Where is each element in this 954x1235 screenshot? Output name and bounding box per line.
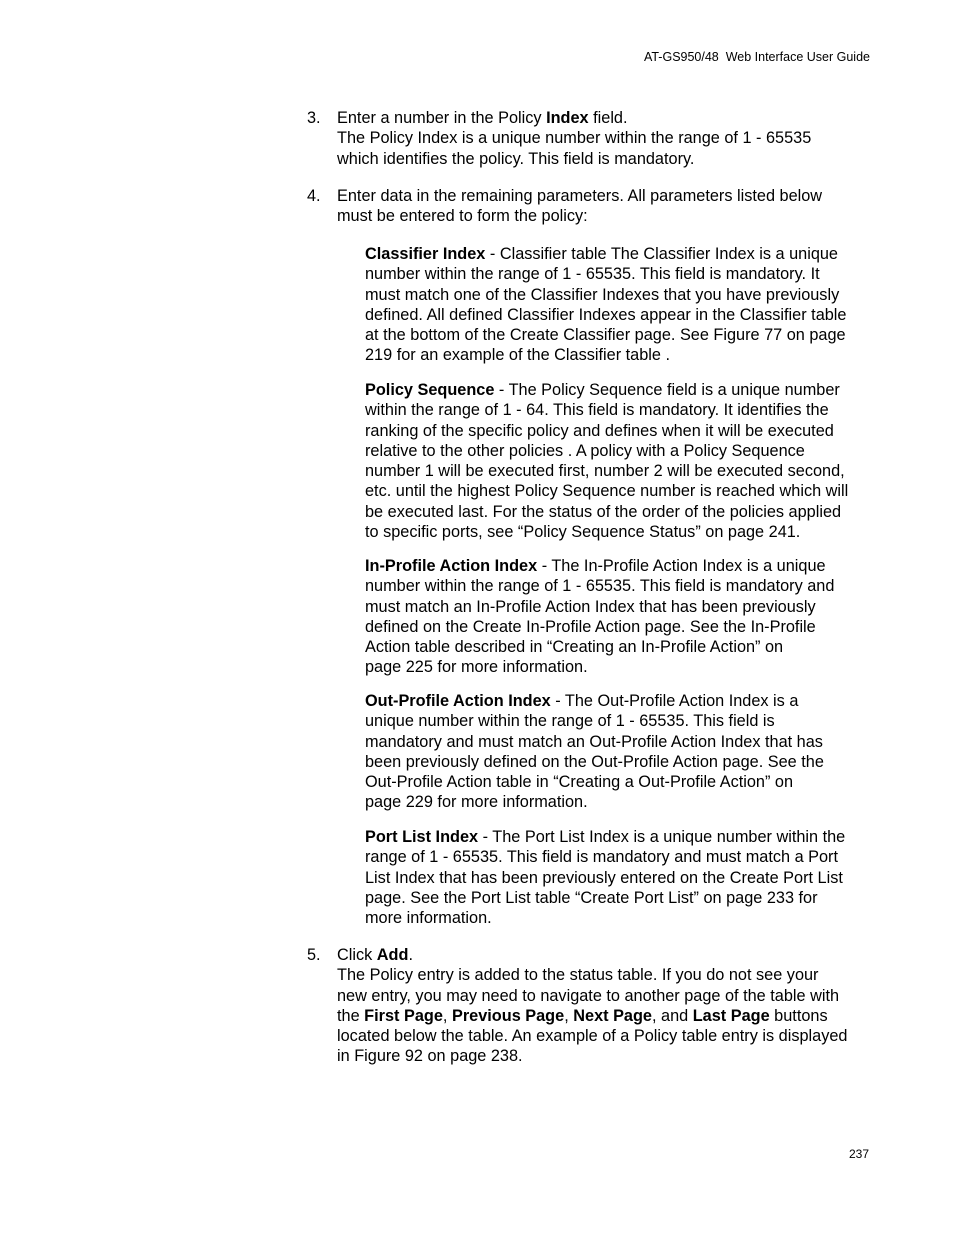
param-line: 219 for an example of the Classifier table . [365, 346, 670, 365]
text: - The Policy Sequence field is a unique number [494, 381, 840, 399]
param-term: Policy Sequence [365, 381, 495, 399]
param-line: defined. All defined Classifier Indexes appear in the Classifier table [365, 305, 847, 324]
param-line [365, 691, 871, 711]
step-text-line: in Figure 92 on page 238. [337, 1047, 523, 1066]
step-body [337, 186, 872, 227]
text: , and [651, 1006, 693, 1025]
param-line: etc. until the highest Policy Sequence number is reached which will [365, 482, 849, 501]
param-line: within the range of 1 - 64. This field is mandatory. It identifies the [365, 401, 829, 420]
param-term: Port List Index [365, 828, 479, 846]
param-line: to specific ports, see “Policy Sequence Status” on page 241. [365, 523, 801, 542]
param-term: Classifier Index [365, 245, 486, 263]
param-line: number within the range of 1 - 65535. This field is mandatory and [365, 577, 835, 596]
step-text-line: which identifies the policy. This field is mandatory. [337, 149, 695, 168]
param-line: unique number within the range of 1 - 65535. This field is [365, 712, 775, 731]
step-body [337, 945, 872, 1067]
text: Click [337, 946, 377, 964]
button-name-previous-page: Previous Page [451, 1006, 565, 1025]
param-out-profile-action-index [365, 691, 871, 813]
param-line: range of 1 - 65535. This field is mandatory and must match a Port [365, 848, 839, 867]
button-name-add: Add [376, 946, 409, 964]
param-line: more information. [365, 909, 492, 928]
step-4 [307, 186, 872, 227]
param-line: mandatory and must match an Out-Profile Action Index that has [365, 732, 823, 751]
button-name-next-page: Next Page [573, 1006, 652, 1025]
text: field. [588, 109, 628, 127]
param-line: number within the range of 1 - 65535. This field is mandatory. It [365, 265, 820, 284]
param-line: relative to the other policies . A policy with a Policy Sequence [365, 441, 805, 460]
running-header: AT-GS950/48 Web Interface User Guide [643, 50, 870, 64]
param-term: Out-Profile Action Index [365, 692, 551, 710]
step-instruction [337, 945, 872, 965]
step-number: 3. [307, 109, 321, 127]
step-text-line: The Policy entry is added to the status table. If you do not see your [337, 966, 819, 985]
param-line: page. See the Port List table “Create Port List” on page 233 for [365, 888, 818, 907]
button-name-last-page: Last Page [692, 1006, 770, 1025]
step-3 [307, 108, 872, 169]
text: - The In-Profile Action Index is a unique [537, 557, 826, 575]
param-line: defined on the Create In-Profile Action page. See the In-Profile [365, 617, 816, 636]
text: Enter a number in the Policy [337, 109, 547, 127]
param-classifier-index [365, 244, 871, 366]
param-line [365, 244, 871, 264]
param-line: page 225 for more information. [365, 658, 588, 677]
step-text-line: Enter data in the remaining parameters. All parameters listed below [337, 187, 823, 205]
field-name-index: Index [546, 109, 589, 127]
text: buttons [769, 1006, 828, 1025]
param-line: Out-Profile Action table in “Creating a Out-Profile Action” on [365, 773, 794, 792]
text: , [442, 1006, 452, 1025]
step-text-line: The Policy Index is a unique number within the range of 1 - 65535 [337, 129, 812, 148]
param-line: ranking of the specific policy and defines when it will be executed [365, 421, 834, 440]
step-body [337, 108, 872, 169]
param-line: must match an In-Profile Action Index that has been previously [365, 597, 816, 616]
step-5 [307, 945, 872, 1067]
page-number: 237 [848, 1147, 869, 1161]
param-line: List Index that has been previously entered on the Create Port List [365, 868, 843, 887]
param-in-profile-action-index [365, 556, 871, 678]
param-line: at the bottom of the Create Classifier page. See Figure 77 on page [365, 326, 846, 345]
text: . [408, 946, 413, 964]
param-line: must match one of the Classifier Indexes that you have previously [365, 285, 840, 304]
param-line: Action table described in “Creating an In-Profile Action” on [365, 638, 784, 657]
param-line: number 1 will be executed first, number 2 will be executed second, [365, 462, 845, 481]
text: the [337, 1006, 365, 1025]
param-line: be executed last. For the status of the order of the policies applied [365, 502, 842, 521]
param-term: In-Profile Action Index [365, 557, 538, 575]
text: - Classifier table The Classifier Index is a unique [485, 245, 838, 263]
step-instruction [337, 108, 872, 128]
step-number: 4. [307, 187, 321, 205]
step-text-line: must be entered to form the policy: [337, 207, 588, 226]
step-text-line: new entry, you may need to navigate to another page of the table with [337, 986, 840, 1005]
param-line: page 229 for more information. [365, 793, 588, 812]
step-number: 5. [307, 946, 321, 964]
param-line: been previously defined on the Out-Profile Action page. See the [365, 752, 824, 771]
param-policy-sequence [365, 380, 871, 542]
step-text-line: located below the table. An example of a Policy table entry is displayed [337, 1027, 848, 1046]
text: , [564, 1006, 574, 1025]
step-text-line [337, 1006, 872, 1026]
button-name-first-page: First Page [364, 1006, 443, 1025]
text: - The Port List Index is a unique number within the [478, 828, 846, 846]
text: - The Out-Profile Action Index is a [550, 692, 799, 710]
param-line [365, 380, 871, 400]
param-line [365, 556, 871, 576]
param-line [365, 827, 871, 847]
param-port-list-index [365, 827, 871, 928]
